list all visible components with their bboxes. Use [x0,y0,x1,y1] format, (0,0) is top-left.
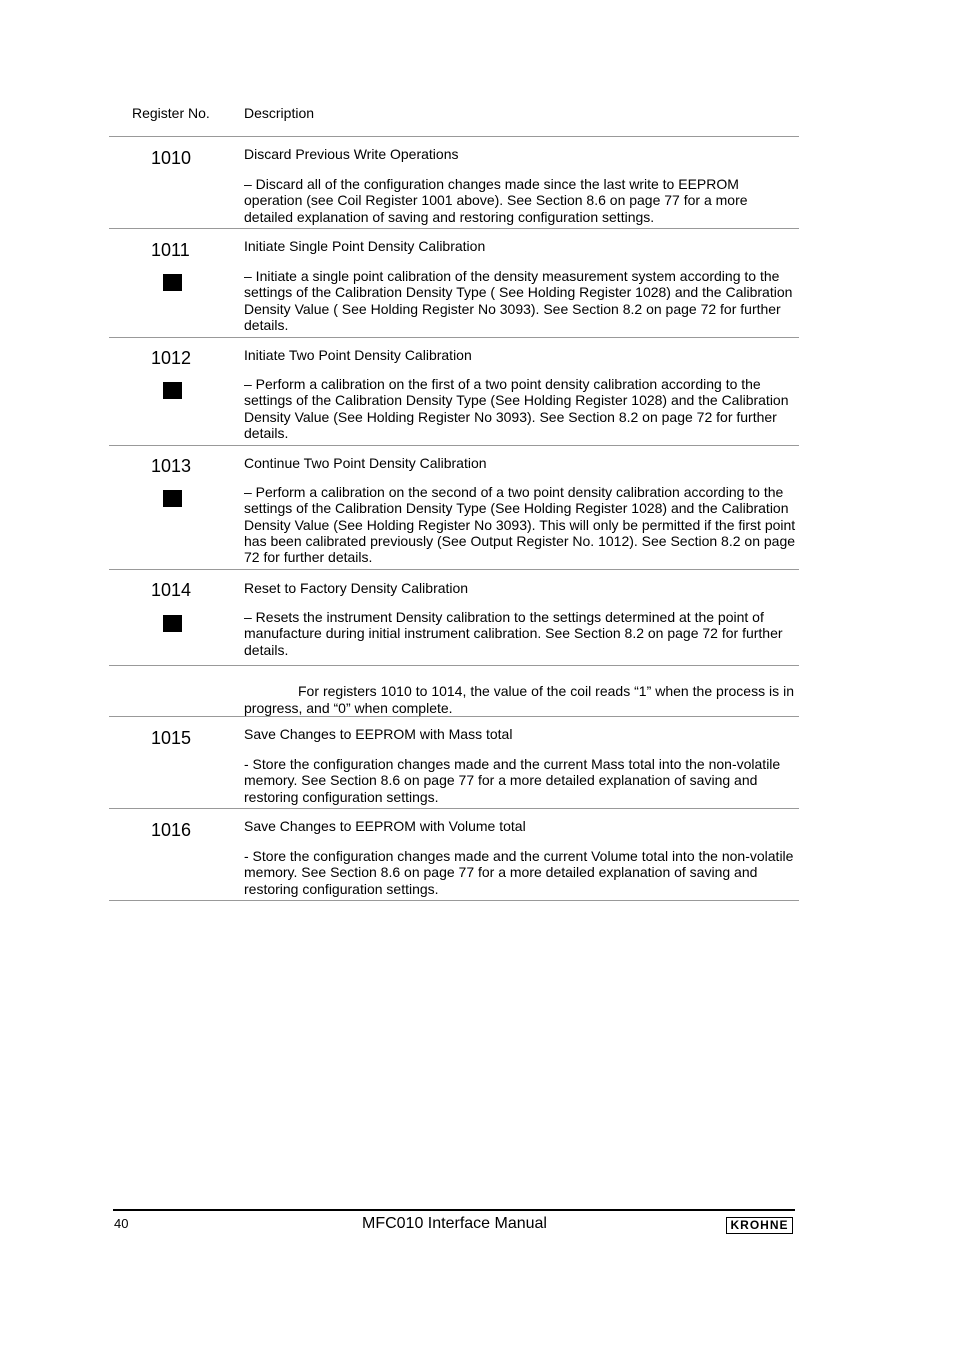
register-description: – Perform a calibration on the first of a two point density calibration according to the settings of the Calibration Density Type (See Holding Register 1028) and the Calibration Density Value (See Holding Register No 3093). See Section 8.2 on page 72 for further details. [244,376,789,441]
footer-rule [113,1209,795,1211]
black-square-icon [163,490,182,507]
register-title: Save Changes to EEPROM with Mass total [244,726,513,742]
table-divider [109,900,799,901]
register-description: – Initiate a single point calibration of the density measurement system according to the settings of the Calibration Density Type ( See Holding Register 1028) and the Calibration Density Value ( See Holding Register No 3093). See Section 8.2 on page 72 for further details. [244,268,793,333]
register-number: 1010 [151,148,192,168]
table-divider [109,716,799,717]
register-title: Reset to Factory Density Calibration [244,580,469,596]
column-header-register: Register No. [132,105,210,121]
register-number: 1011 [151,240,190,260]
black-square-icon [163,382,182,399]
table-note: For registers 1010 to 1014, the value of the coil reads “1” when the process is in progress, and “0” when complete. [244,683,794,716]
column-header-description: Description [244,105,315,121]
register-title: Initiate Two Point Density Calibration [244,347,472,363]
table-divider [109,445,799,446]
register-description: - Store the configuration changes made and the current Volume total into the non-volatile memory. See Section 8.6 on page 77 for a more detailed explanation of saving and restoring configuration settings. [244,848,794,897]
table-divider [109,808,799,809]
table-divider [109,228,799,229]
register-title: Initiate Single Point Density Calibration [244,238,486,254]
register-number: 1016 [151,820,192,840]
footer-title: MFC010 Interface Manual [362,1215,547,1232]
register-description: - Store the configuration changes made and the current Mass total into the non-volatile memory. See Section 8.6 on page 77 for a more detailed explanation of saving and restoring configuration settings. [244,756,781,805]
register-description: – Resets the instrument Density calibration to the settings determined at the point of manufacture during initial instrument calibration. See Section 8.2 on page 72 for further details. [244,609,783,658]
register-number: 1014 [151,580,192,600]
register-description: – Discard all of the configuration changes made since the last write to EEPROM operation (see Coil Register 1001 above). See Section 8.6 on page 77 for a more detailed explanation of saving and restoring configuration settings. [244,176,748,225]
register-number: 1012 [151,348,192,368]
black-square-icon [163,274,182,291]
register-title: Continue Two Point Density Calibration [244,455,487,471]
register-number: 1013 [151,456,192,476]
register-number: 1015 [151,728,192,748]
table-divider [109,569,799,570]
register-description: – Perform a calibration on the second of a two point density calibration according to the settings of the Calibration Density Type (See Holding Register 1028) and the Calibration Density Value (See Holding Register No 3093). This will only be permitted if the first point has been calibrated previously (See Output Register No. 1012). See Section 8.2 on page 72 for further details. [244,484,796,566]
table-divider [109,337,799,338]
black-square-icon [163,615,182,632]
table-divider [109,136,799,137]
register-title: Discard Previous Write Operations [244,146,459,162]
krohne-logo: KROHNE [726,1217,793,1234]
page-number: 40 [114,1216,129,1231]
register-title: Save Changes to EEPROM with Volume total [244,818,526,834]
table-divider [109,665,799,666]
